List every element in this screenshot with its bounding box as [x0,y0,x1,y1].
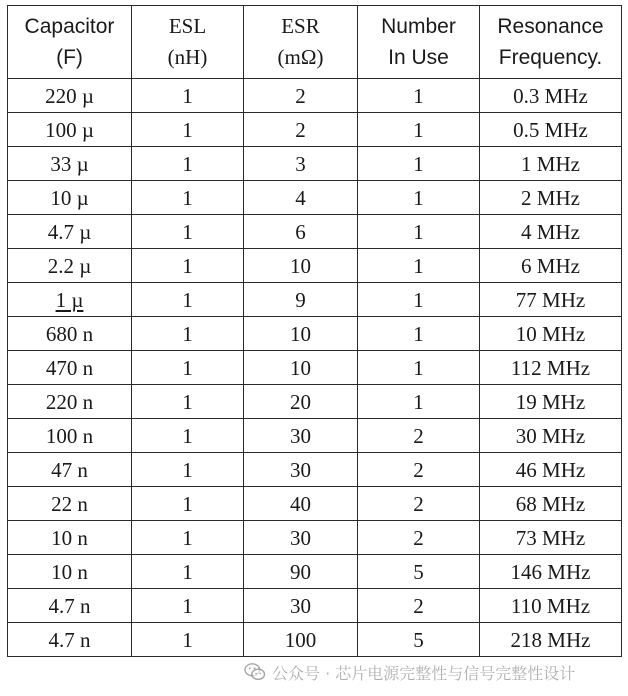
cell-capacitor: 100 µ [8,113,132,147]
cell-frequency: 46 MHz [480,453,622,487]
cell-esr: 30 [244,419,358,453]
cell-capacitor: 4.7 µ [8,215,132,249]
cell-capacitor-text: 1 µ [55,287,84,312]
cell-esr: 3 [244,147,358,181]
table-row [8,147,622,181]
table-row [8,351,622,385]
cell-capacitor: 100 n [8,419,132,453]
cell-number: 1 [358,147,480,181]
table-row [8,249,622,283]
cell-frequency: 10 MHz [480,317,622,351]
cell-number: 1 [358,385,480,419]
header-row [8,6,622,79]
cell-frequency: 218 MHz [480,623,622,657]
cell-frequency: 6 MHz [480,249,622,283]
header-resonance-frequency [480,6,622,79]
table-row [8,385,622,419]
cell-frequency: 77 MHz [480,283,622,317]
cell-esl: 1 [132,555,244,589]
table-row [8,283,622,317]
header-number-line2: In Use [388,46,449,69]
cell-number: 1 [358,283,480,317]
cell-number: 1 [358,351,480,385]
cell-frequency: 2 MHz [480,181,622,215]
cell-esl: 1 [132,113,244,147]
cell-esr: 9 [244,283,358,317]
cell-esr: 6 [244,215,358,249]
table-row [8,419,622,453]
table-row [8,317,622,351]
cell-capacitor: 220 µ [8,79,132,113]
cell-capacitor: 10 n [8,555,132,589]
cell-esl: 1 [132,385,244,419]
cell-capacitor: 10 µ [8,181,132,215]
cell-esl: 1 [132,623,244,657]
cell-esl: 1 [132,453,244,487]
header-number-in-use [358,6,480,79]
header-number-line1: Number [381,15,456,38]
table-row [8,521,622,555]
header-capacitor [8,6,132,79]
cell-esl: 1 [132,351,244,385]
cell-capacitor: 4.7 n [8,623,132,657]
cell-capacitor: 22 n [8,487,132,521]
capacitor-table [7,5,622,657]
cell-capacitor: 33 µ [8,147,132,181]
cell-frequency: 30 MHz [480,419,622,453]
cell-esr: 4 [244,181,358,215]
cell-capacitor [8,283,132,317]
cell-esr: 2 [244,79,358,113]
cell-esl: 1 [132,249,244,283]
cell-esr: 40 [244,487,358,521]
cell-capacitor: 220 n [8,385,132,419]
cell-frequency: 1 MHz [480,147,622,181]
cell-esl: 1 [132,419,244,453]
cell-number: 2 [358,453,480,487]
cell-esr: 10 [244,249,358,283]
cell-frequency: 73 MHz [480,521,622,555]
cell-number: 1 [358,181,480,215]
table-row [8,79,622,113]
table-row [8,487,622,521]
cell-esr: 90 [244,555,358,589]
cell-esl: 1 [132,79,244,113]
table-row [8,181,622,215]
cell-frequency: 0.5 MHz [480,113,622,147]
header-esl [132,6,244,79]
cell-esl: 1 [132,521,244,555]
cell-esr: 20 [244,385,358,419]
watermark [244,657,575,687]
cell-capacitor: 47 n [8,453,132,487]
header-esr-line2: (mΩ) [277,45,324,69]
header-esl-line1: ESL [168,14,207,38]
cell-number: 5 [358,623,480,657]
cell-capacitor: 470 n [8,351,132,385]
cell-capacitor: 4.7 n [8,589,132,623]
cell-number: 2 [358,589,480,623]
header-capacitor-line1: Capacitor [24,15,115,38]
cell-number: 2 [358,487,480,521]
cell-esl: 1 [132,487,244,521]
cell-number: 1 [358,249,480,283]
cell-frequency: 112 MHz [480,351,622,385]
cell-esl: 1 [132,215,244,249]
table-row [8,113,622,147]
cell-frequency: 146 MHz [480,555,622,589]
cell-esr: 10 [244,317,358,351]
cell-number: 2 [358,521,480,555]
cell-frequency: 0.3 MHz [480,79,622,113]
cell-frequency: 19 MHz [480,385,622,419]
header-frequency-line2: Frequency. [498,46,603,69]
cell-number: 1 [358,113,480,147]
cell-number: 5 [358,555,480,589]
cell-number: 1 [358,317,480,351]
table-row [8,589,622,623]
wechat-icon [244,662,266,682]
cell-esl: 1 [132,589,244,623]
cell-number: 1 [358,79,480,113]
cell-esl: 1 [132,147,244,181]
cell-esr: 30 [244,453,358,487]
cell-esr: 30 [244,589,358,623]
cell-frequency: 68 MHz [480,487,622,521]
table-row [8,215,622,249]
cell-capacitor: 680 n [8,317,132,351]
cell-capacitor: 10 n [8,521,132,555]
cell-esl: 1 [132,317,244,351]
cell-esr: 2 [244,113,358,147]
watermark-text: 公众号 · 芯片电源完整性与信号完整性设计 [272,663,576,683]
cell-number: 1 [358,215,480,249]
table-row [8,453,622,487]
cell-esr: 10 [244,351,358,385]
header-esr [244,6,358,79]
cell-frequency: 4 MHz [480,215,622,249]
cell-esr: 30 [244,521,358,555]
table-row [8,623,622,657]
cell-esl: 1 [132,283,244,317]
cell-frequency: 110 MHz [480,589,622,623]
table-row [8,555,622,589]
cell-esr: 100 [244,623,358,657]
header-esl-line2: (nH) [167,45,208,69]
header-esr-line1: ESR [281,14,320,38]
header-capacitor-line2: (F) [56,46,83,69]
header-frequency-line1: Resonance [497,15,604,38]
cell-capacitor: 2.2 µ [8,249,132,283]
cell-number: 2 [358,419,480,453]
cell-esl: 1 [132,181,244,215]
